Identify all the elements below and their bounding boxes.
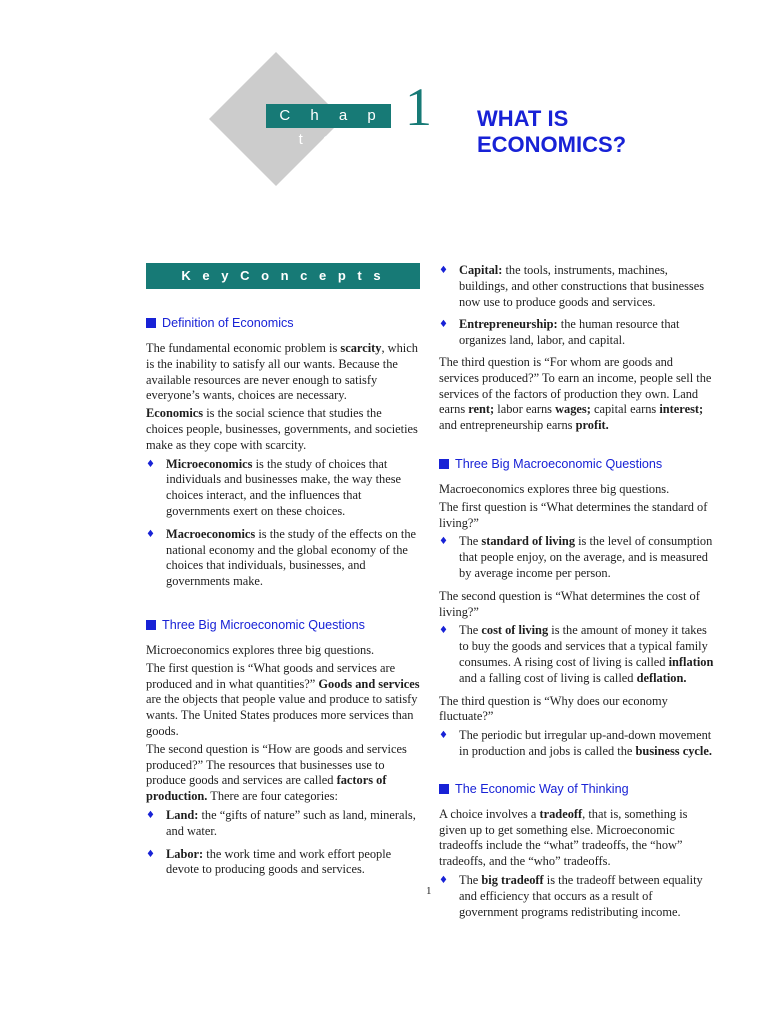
paragraph: The third question is “For whom are goods and services produced?” To earn an income, people sell the services of the factors of production they own. Land earns rent; labor earns wages; capital earns interest; and entrepreneurship earns profit. — [439, 354, 712, 433]
list-item: ♦ The periodic but irregular up-and-down movement in production and jobs is called the business cycle. — [439, 728, 712, 758]
bullet-list — [439, 263, 714, 349]
square-icon — [439, 459, 449, 469]
page-number: 1 — [426, 885, 432, 897]
paragraph: The fundamental economic problem is scarcity, which is the inability to satisfy all our wants. Because the available resources are never enough to satisfy everyone’s wants, choices are necessary. — [146, 341, 418, 403]
paragraph: Microeconomics explores three big questions. — [146, 642, 375, 657]
section-heading-micro — [146, 617, 421, 633]
list-item: ♦ Labor: the work time and work effort people devote to producing goods and services. — [146, 846, 392, 877]
bullet-list — [439, 728, 714, 760]
bullet-list — [439, 534, 714, 581]
paragraph: Macroeconomics explores three big questions. — [439, 481, 670, 496]
diamond-bullet-icon: ♦ — [146, 848, 155, 860]
diamond-bullet-icon: ♦ — [439, 730, 448, 742]
chapter-title — [477, 106, 626, 158]
list-item: ♦ Macroeconomics is the study of the effects on the national economy and the global economy of the choices that individuals, businesses, and governments make. — [146, 526, 417, 589]
square-icon — [146, 318, 156, 328]
bullet-list — [439, 623, 714, 686]
diamond-bullet-icon: ♦ — [146, 458, 155, 470]
section-heading-definition — [146, 315, 421, 331]
chapter-number: 1 — [405, 77, 432, 137]
section-heading-label: Definition of Economics — [162, 316, 294, 330]
section-heading-label: The Economic Way of Thinking — [455, 781, 629, 796]
chapter-title-line1: WHAT IS — [477, 106, 569, 131]
key-concepts-bar: K e y C o n c e p t s — [146, 263, 420, 289]
paragraph: The second question is “What determines the cost of living?” — [439, 588, 700, 619]
list-item: ♦ The standard of living is the level of consumption that people enjoy, on the average, and is measured by average income per person. — [439, 534, 713, 580]
list-item: ♦ Land: the “gifts of nature” such as land, minerals, and water. — [146, 807, 416, 838]
diamond-bullet-icon: ♦ — [439, 625, 448, 637]
list-item: ♦ The big tradeoff is the tradeoff between equality and efficiency that occurs as a result of government programs redistributing income. — [439, 872, 703, 919]
diamond-bullet-icon: ♦ — [439, 874, 448, 886]
chapter-title-line2: ECONOMICS? — [477, 132, 627, 157]
list-item: ♦ Capital: the tools, instruments, machines, buildings, and other constructions that businesses now use to produce goods and services. — [439, 263, 705, 309]
paragraph: The third question is “Why does our economy fluctuate?” — [439, 693, 668, 724]
square-icon — [439, 784, 449, 794]
list-item: ♦ The cost of living is the amount of money it takes to buy the goods and services that a typical family consumes. A rising cost of living is called inflation and a falling cost of living is called deflation. — [439, 623, 714, 685]
diamond-bullet-icon: ♦ — [146, 809, 155, 821]
section-heading-label: Three Big Microeconomic Questions — [162, 617, 365, 632]
diamond-bullet-icon: ♦ — [439, 319, 448, 331]
bullet-list — [439, 873, 714, 920]
paragraph: The second question is “How are goods and services produced?” The resources that businesses use to produce goods and services are called factors of production. There are four categories: — [146, 741, 407, 804]
paragraph: A choice involves a tradeoff, that is, something is given up to get something else. Microeconomic tradeoffs include the “what” tradeoffs, the “how” tradeoffs, and the “who” tradeoffs. — [439, 806, 688, 869]
section-heading-label: Three Big Macroeconomic Questions — [455, 456, 663, 471]
paragraph: The first question is “What goods and services are produced and in what quantities?” Goods and services are the objects that people value and produce to satisfy wants. The United States produces more services than goods. — [146, 660, 420, 738]
list-item: ♦ Entrepreneurship: the human resource that organizes land, labor, and capital. — [439, 317, 680, 348]
left-column — [146, 263, 421, 885]
diamond-bullet-icon: ♦ — [146, 528, 155, 540]
chapter-label: C h a p t e r — [266, 104, 391, 128]
square-icon — [146, 620, 156, 630]
diamond-bullet-icon: ♦ — [439, 536, 448, 548]
paragraph: The first question is “What determines the standard of living?” — [439, 499, 708, 530]
right-column — [439, 263, 714, 927]
paragraph: Economics is the social science that studies the choices people, businesses, governments, and societies make as they cope with scarcity. — [146, 406, 418, 452]
bullet-list — [146, 808, 421, 878]
section-heading-economic-way — [439, 781, 714, 797]
bullet-list — [146, 457, 421, 590]
diamond-bullet-icon: ♦ — [439, 265, 448, 276]
section-heading-macro — [439, 456, 714, 472]
list-item: ♦ Microeconomics is the study of choices that individuals and businesses make, the way these choices interact, and the influences that governments exert on these choices. — [146, 456, 402, 518]
